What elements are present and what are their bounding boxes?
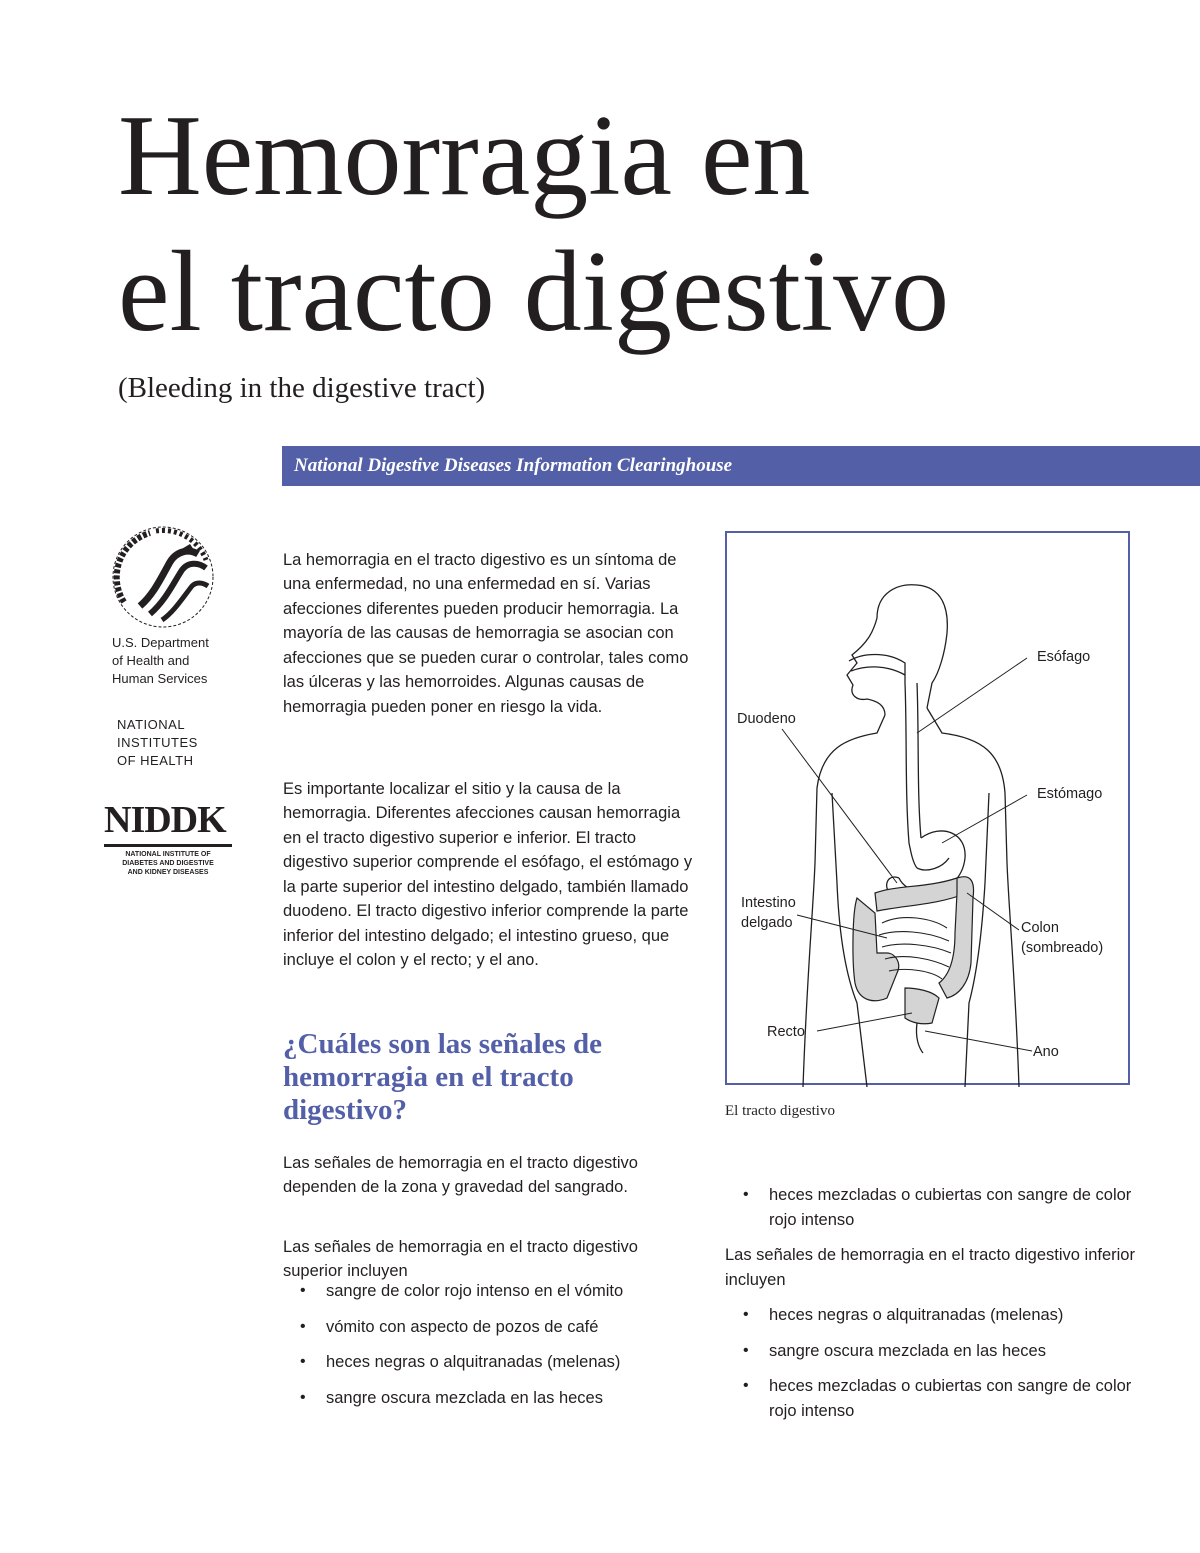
hhs-seal-logo — [110, 524, 216, 630]
page-title — [118, 88, 949, 360]
upper-signs-list-continued — [743, 1183, 1143, 1243]
intro-paragraph-2: Es importante localizar el sitio y la causa de la hemorragia. Diferentes afecciones causan hemorragia en el tracto digestivo superior e inferior. El tracto digestivo superior comprende el esófago, el estómago y la parte superior del intestino delgado, también llamado duodeno. El tracto digestivo inferior comprende la parte inferior del intestino delgado; el intestino grueso, que incluye el colon y el recto; y el ano. — [283, 779, 693, 969]
niddk-logo: NIDDK — [104, 799, 226, 841]
niddk-sub-line: AND KIDNEY DISEASES — [127, 869, 209, 876]
list-item: • vómito con aspecto de pozos de café — [300, 1315, 700, 1340]
niddk-sub-line: NATIONAL INSTITUTE OF — [125, 851, 211, 858]
list-item: • heces negras o alquitranadas (melenas) — [743, 1303, 1143, 1328]
intro-paragraph-1: La hemorragia en el tracto digestivo es un síntoma de una enfermedad, no una enfermedad en sí. Varias afecciones diferentes pueden producir hemorragia. La mayoría de las causas de hemorragia se asocian con afecciones que se pueden curar o controlar, tales como las úlceras y las hemorroides. Algunas causas de hemorragia pueden poner en riesgo la vida. — [283, 550, 689, 716]
title-line-2: el tracto digestivo — [118, 228, 950, 356]
list-item: • heces mezcladas o cubiertas con sangre de color rojo intenso — [743, 1183, 1143, 1232]
list-item: • sangre oscura mezclada en las heces — [743, 1339, 1143, 1364]
label-recto: Recto — [767, 1024, 805, 1040]
list-item: • heces mezcladas o cubiertas con sangre de color rojo intenso — [743, 1374, 1143, 1423]
label-intestino-delgado — [741, 893, 796, 933]
label-duodeno: Duodeno — [737, 711, 796, 727]
niddk-subtitle — [104, 844, 232, 877]
figure-caption: El tracto digestivo — [725, 1103, 835, 1119]
clearinghouse-banner: National Digestive Diseases Information Clearinghouse — [282, 446, 1200, 486]
section-heading: ¿Cuáles son las señales de hemorragia en el tracto digestivo? — [283, 1028, 603, 1126]
label-line: delgado — [741, 915, 793, 931]
list-item: • heces negras o alquitranadas (melenas) — [300, 1350, 700, 1375]
label-ano: Ano — [1033, 1044, 1059, 1060]
digestive-tract-illustration — [727, 533, 1132, 1087]
label-estomago: Estómago — [1037, 786, 1103, 802]
list-item: • sangre de color rojo intenso en el vómito — [300, 1279, 700, 1304]
digestive-tract-figure — [725, 531, 1130, 1085]
section-paragraph-1: Las señales de hemorragia en el tracto digestivo dependen de la zona y gravedad del sangrado. — [283, 1153, 638, 1196]
niddk-sub-line: DIABETES AND DIGESTIVE — [122, 860, 214, 867]
list-item: • sangre oscura mezclada en las heces — [300, 1386, 700, 1411]
subtitle: (Bleeding in the digestive tract) — [118, 372, 486, 404]
nih-line: NATIONAL — [117, 717, 186, 732]
nih-line: INSTITUTES — [117, 735, 198, 750]
nih-name — [117, 716, 257, 770]
hhs-line: of Health and — [112, 653, 190, 668]
title-line-1: Hemorragia en — [118, 92, 811, 220]
hhs-line: U.S. Department — [112, 635, 209, 650]
nih-line: OF HEALTH — [117, 753, 194, 768]
upper-signs-list — [300, 1279, 700, 1421]
label-line: (sombreado) — [1021, 940, 1104, 956]
label-line: Colon — [1021, 920, 1059, 936]
label-esofago: Esófago — [1037, 649, 1091, 665]
lower-signs-list — [743, 1303, 1143, 1434]
label-line: Intestino — [741, 895, 796, 911]
label-colon — [1021, 918, 1103, 958]
hhs-line: Human Services — [112, 671, 208, 686]
hhs-name — [112, 634, 252, 688]
section-paragraph-3: Las señales de hemorragia en el tracto digestivo inferior incluyen — [725, 1246, 1135, 1289]
section-paragraph-2: Las señales de hemorragia en el tracto digestivo superior incluyen — [283, 1237, 638, 1280]
